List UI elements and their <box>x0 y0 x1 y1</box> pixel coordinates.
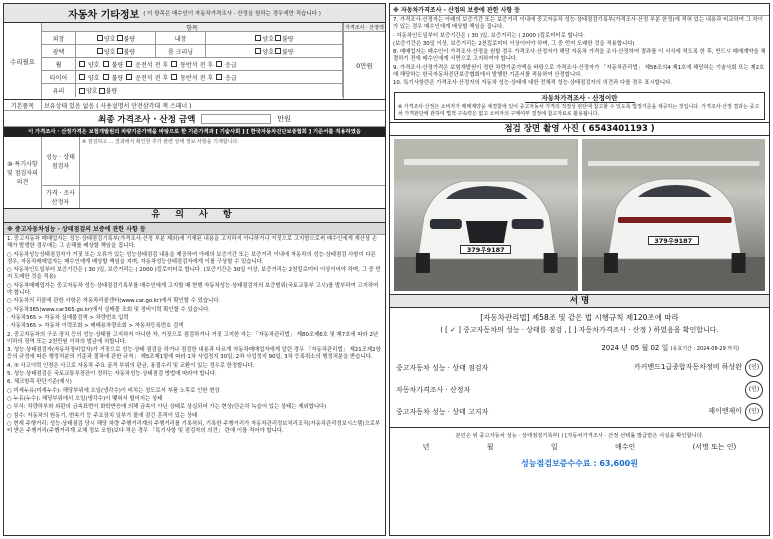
signature-date-row <box>390 343 739 353</box>
appraisal-definition-title: 자동차가격조사 · 산정이란 <box>525 93 635 103</box>
basic-label: 기본품목 <box>4 100 42 110</box>
row-glass <box>42 84 343 97</box>
left-panel <box>3 3 386 536</box>
receipt-day: 일 <box>550 442 558 451</box>
plate-rear: 379우9187 <box>648 236 699 245</box>
part-room-clean: 룸 크리닝 <box>156 45 206 57</box>
plate-front: 379우9187 <box>460 245 511 254</box>
caution-item: ○ 자동차365(www.car365.go.kr)에서 실매물 조회 및 정비이력 확인할 수 있습니다. <box>7 306 210 313</box>
opt-tire[interactable]: 양호 불량 운전석 전 후 동반석 전 후 응급 <box>76 71 343 83</box>
receipt-sign: (서명 또는 인) <box>692 442 737 451</box>
inspector-opinion[interactable]: ※ 점검하고 ... 결과에서 확인한 추가 관련 상태 정보 사항을 기재합니다. <box>82 139 239 145</box>
right-panel <box>389 3 770 536</box>
receipt-buyer: 매수인 <box>614 442 636 451</box>
guarantee-item: · 자동차인도일부터 보증기간은 ( 30 )일, 보증거리는 ( 2000 )킬로미터로 합니다. <box>393 32 585 39</box>
items-table <box>4 23 385 100</box>
photo-title: 점검 장면 촬영 사진 ( 6543401193 ) <box>390 122 769 136</box>
sig-label: 중고자동차 성능 · 상태 고지자 <box>396 407 489 416</box>
receipt-line: 본인은 위 중고자동차 성능 · 상태점검기록부( ) [자동차가격조사 · 산정 선택률 발급받은 사실을 확인합니다. <box>455 432 704 439</box>
other-info-title: 자동차 기타정보 <box>68 9 140 21</box>
car-rear-photo <box>582 139 766 291</box>
part-interior: 내장 <box>156 32 206 44</box>
caution-item: ○ 현재 주행거리: 성능·상태점검 당시 해당 차량 주행거리계의 주행거리를 기록하되, 기록한 주행거리가 자동차관리정보처리조직(자동차관리정보시스템)으로부터 받은 주행거리(주행거리계 교체 정보 포함)보다 적은 경우 「특기사항 및 점검자의 의견」 란에 이를 적어야 합니다. <box>7 420 381 435</box>
final-price-row <box>4 111 385 127</box>
opt-interior[interactable]: 양호 불량 <box>206 32 343 44</box>
caution-item: ○ 자동차인도일부터 보증기간은 ( 30 )일, 보증거리는 ( 2000 )킬로미터로 합니다. (보증기간은 30일 이상, 보증거리는 2천킬로미터 이상이어야 하며, 그 중 먼저 도래한 것을 적용) <box>7 267 381 281</box>
receipt-year: 년 <box>422 442 430 451</box>
part-gloss: 광택 <box>42 45 76 57</box>
caution-item: · 자동차365 > 자동차 이력조회 > 매매용차량조회 > 자동차등록번호 검색 <box>7 323 184 330</box>
special-remarks <box>4 137 385 209</box>
seal-stamp-icon[interactable]: (인) <box>745 403 763 421</box>
sig-row-notifier <box>390 401 769 423</box>
final-price-unit: 만원 <box>277 114 291 123</box>
receipt-fields[interactable] <box>394 442 765 452</box>
photo-area <box>390 136 769 294</box>
final-price-input[interactable] <box>201 114 271 124</box>
item-header: 항목 <box>42 23 343 31</box>
part-glass: 유리 <box>42 84 76 97</box>
caution-item: ○ 부식: 차량하부와 외판의 금속표면이 화학반응에 의해 금속이 아닌 상태로 상실되어 가는 현상(단순히 녹슬어 있는 상태는 제외합니다) <box>7 404 327 411</box>
caution-item: ○ 침수: 자동차의 원동기, 변속기 등 주요장치 일부가 물에 잠긴 흔적이 있는 상태 <box>7 412 198 419</box>
row-tire <box>42 71 343 84</box>
signature-title: 서 명 <box>390 294 769 308</box>
basic-status[interactable]: 보유상태 있음 없음 ( 사용설명서 안전삼각대 잭 스패너 ) <box>44 102 192 110</box>
caution-item: ○ 미세누유(미세누수): 해당부위에 오일(냉각수)이 비치는 정도로서 부품 노후로 인한 현상 <box>7 387 220 394</box>
caution-title: 유 의 사 항 <box>4 209 385 223</box>
sig-label: 자동차가격조사 · 산정자 <box>396 385 471 394</box>
inspector-label: 성능 · 상태 점검자 <box>42 137 80 185</box>
part-wheel: 휠 <box>42 58 76 70</box>
opt-glass[interactable]: 양호 불량 <box>76 84 343 97</box>
seal-stamp-icon[interactable]: (인) <box>745 381 763 399</box>
caution-item: 5. 성능·상태점검은 국토교통부장관이 정하는 자동차성능·상태점검 방법에 따라야 합니다. <box>7 371 217 378</box>
caution-item: 4. ⑤ 사고이력 인정은 사고로 자동차 주요 골격 부위의 판금, 용접수리 및 교환이 있는 경우로 한정합니다. <box>7 362 255 369</box>
caution-item: 2. 중고자동차의 구조·장치 등의 성능·상태를 고지하지 아니한 자, 거짓으로 점검하거나 거짓 고지한 자는 「자동차관리법」 제80조제6호 및 제7호에 따라 2년 이하의 징역 또는 2천만원 이하의 벌금에 처합니다. <box>7 331 379 345</box>
appraisal-definition-box <box>394 92 765 120</box>
row-exterior <box>42 32 343 45</box>
caution-item: 3. 성능·상태점검자(자동차정비업자)가 거짓으로 성능·상태 점검을 하거나 점검한 내용과 다르게 자동차매매업자에게 알린 경우 「자동차관리법」 제21조제2항 등의 규정에 따른 행정처분의 기준과 절차에 관한 규칙」 제5조제1항에 따라 1차 사업정지 30일, 2차 사업정지 90일, 3차 등록취소의 행정처분을 받습니다. <box>7 347 381 361</box>
seal-stamp-icon[interactable]: (인) <box>745 359 763 377</box>
final-price-label: 최종 가격조사 · 산정 금액 <box>98 114 196 125</box>
sig-row-appraiser <box>390 379 769 401</box>
other-info-header <box>4 4 385 23</box>
sig-row-inspector <box>390 357 769 379</box>
opt-gloss[interactable]: 양호 불량 <box>76 45 156 57</box>
fee-text: 성능점검보증수수료 : 63,600원 <box>521 458 638 468</box>
appraiser-opinion[interactable] <box>80 186 385 208</box>
opt-wheel[interactable]: 양호 불량 운전석 전 후 동반석 전 후 응급 <box>76 58 343 70</box>
price-header: 가격조사 · 산정액 <box>345 24 384 31</box>
sig-name: 카커맨드1급종합자동차정비 하상완 <box>633 362 742 371</box>
receipt-box <box>390 427 769 455</box>
caution-item: 6. 체크항목 판단기준(예시) <box>7 379 72 386</box>
guarantee-item: 9. 가격조사·산정가격은 보험개발원이 정한 차량기준가액을 바탕으로 가격조사·산정자가 「자동차관리법」 제58조의4 제1호에 해당하는 기술사회 또는 제2호에 해당하는 한국자동차진단보증협회에서 발행한 기준서를 적용하여 산정합니다. <box>393 64 765 79</box>
special-label: ⑩ 특기사항 및 점검자의 의견 <box>4 137 42 208</box>
caution-item: ○ 자동차매매업자는 중고자동차 성능·상태점검기록부를 매수인에게 고지할 때 현행 자동차성능·상태점검자의 보증범위(국토교통부 고시)를 발부하여 고지하여야 합니다. <box>7 282 379 297</box>
signature-law: [자동차관리법] 제58조 및 같은 법 시행규칙 제120조에 따라 <box>480 312 679 322</box>
appraisal-guarantee-title: ※ 자동차가격조사 · 산정의 보증에 관한 사항 등 <box>390 4 769 16</box>
guarantee-item: 8. 매매업자는 매수인이 가격조사·산정을 원할 경우 가격조사·산정자가 해당 자동차 가격을 조사·산정하여 결과를 이 서식에 적도록 한 후, 반드시 매매계약을 체결하기 전에 매수인에게 서면으로 고지하여야 합니다. <box>393 49 766 63</box>
signature-date: 2024 년 05 월 02 일 <box>601 343 669 352</box>
receipt-month: 월 <box>486 442 494 451</box>
appraisal-guarantee-list <box>390 16 769 90</box>
price-value: 0만원 <box>356 62 373 70</box>
guarantee-item: 7. 가격조사·산정자는 아래의 보증기간 또는 보증거리 이내에 중고자동차 성능·상태점검기록부(가격조사·산정 부분 한정)에 적혀 있는 내용과 비교하여 그 차이가 있는 경우 매수인에게 배상할 책임을 집니다. <box>393 17 763 31</box>
car-front-photo <box>394 139 578 291</box>
other-info-note: ( 이 항목은 매수인이 자동차가격조사 · 산정을 원하는 경우에만 적습니다 ) <box>143 11 321 17</box>
row-gloss <box>42 45 343 58</box>
basic-items-row <box>4 100 385 111</box>
sig-label: 중고자동차 성능 · 상태 점검자 <box>396 363 489 372</box>
sig-name: 제이앤제이 <box>708 406 742 415</box>
part-exterior: 외장 <box>42 32 76 44</box>
caution-list <box>4 235 385 437</box>
caution-item: ○ 자동차의 리콜에 관한 사항은 자동차리콜센터(www.car.go.kr)에서 확인할 수 있습니다. <box>7 298 221 305</box>
caution-subtitle: ※ 중고자동차성능 · 상태점검의 보증에 관한 사항 등 <box>4 223 385 235</box>
guarantee-item: (보증기간은 30일 이상, 보증거리는 2천킬로미터 이상이어야 하며, 그 중 먼저 도래한 것을 적용합니다) <box>393 40 635 47</box>
opt-exterior[interactable]: 양호 불량 <box>76 32 156 44</box>
opt-room-clean[interactable]: 양호 불량 <box>206 45 343 57</box>
row-wheel <box>42 58 343 71</box>
caution-item: ○ 누유(누수): 해당부위에서 오일(냉각수)이 맺혀서 떨어지는 상태 <box>7 395 163 402</box>
caution-item: · 자동차365 > 자동차 실매물검색 > 차량번호 입력 <box>7 314 129 321</box>
caution-item: 1. 중고자동차 매매업자는 성능·상태점검기록부(가격조사·산정 부분 제외)에 기재된 내용을 고지하지 아니하거나 거짓으로 고지함으로써 매수인에게 재산상 손해가 발생한 경우에는 그 손해를 배상할 책임을 집니다. <box>7 236 378 250</box>
signature-check[interactable]: ( [ ✓ ] 중고자동차의 성능 · 상태를 점검 , [ ] 자동차가격조사 · 산정 ) 하였음을 확인합니다. <box>440 325 719 334</box>
guarantee-item: 10. 특기사항란은 가격조사·산정자의 자동차 성능·상태에 대한 전체적 성능·상태점검자의 의견과 다를 경우 표시합니다. <box>393 80 673 87</box>
calc-note: 이 가격조사 · 산정가격은 보험개발원의 차량기준가액을 바탕으로 한 기준가격과 [ 기술사회 ] [ 한국자동차진단보증협회 ] 기준서를 적용하였음 <box>4 127 385 137</box>
repair-label: 수리필요 <box>4 23 42 99</box>
caution-item: ○ 자동차성능상태점검자가 거짓 또는 오류가 있는 성능상태점검 내용을 제공하여 아래의 보증기간 또는 보증거리 이내에 자동차의 성능·상태점검 사항이 다른 경우, 자동차매매업자는 매수인에게 배상할 책임을 지며, 자동차성능상태점검자에게 이를 구상할 수 있습니다. <box>7 251 376 265</box>
appraiser-label: 가격 · 조사 산정자 <box>42 186 80 208</box>
part-tire: 타이어 <box>42 71 76 83</box>
signature-date-note: (유효기간 : 2024-08-29 까지) <box>670 345 739 352</box>
appraisal-definition-text: ※ 가격조사·산정은 소비자가 매매계약을 체결함에 있어 중고자동차 가격의 적정성 판단에 참고할 수 있도록 법정기준을 제공하는 것입니다. 가격조사·산정 결과는 중고차 가격판단에 관하여 법적 구속력은 없고 소비자의 구매여부 결정에 참고자료로 활용됩니다. <box>398 103 760 117</box>
